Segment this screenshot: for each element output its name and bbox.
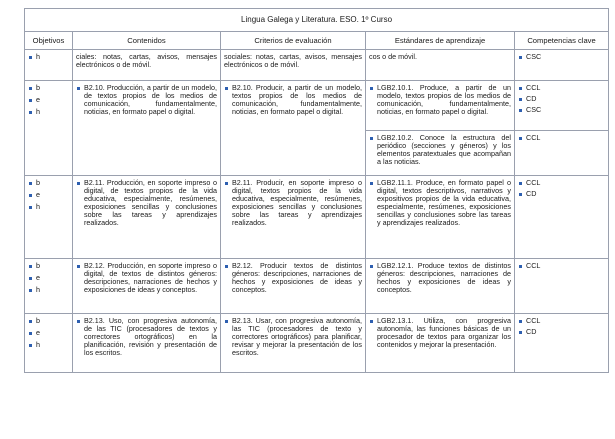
competencia-item: CSC xyxy=(526,105,542,114)
bullet-icon xyxy=(370,87,373,90)
contenido-text: B2.11. Producción, en soporte impreso o digital, de textos propios de la vida educativa, especialmente, resúmenes, exposiciones sencillas y conclusiones sobre las tareas y aprendizajes realizados. xyxy=(84,178,217,227)
criterios-cell xyxy=(221,81,366,176)
contenidos-cell xyxy=(73,176,221,259)
bullet-icon xyxy=(519,87,522,90)
competencia-item: CCL xyxy=(526,133,541,142)
bullet-icon xyxy=(519,137,522,140)
objetivo-item: h xyxy=(36,285,40,294)
bullet-icon xyxy=(29,289,32,292)
estandares-cell xyxy=(366,81,515,131)
contenido-text: B2.10. Producción, a partir de un modelo, de textos propios de los medios de comunicación, fundamentalmente, noticias, en formato papel o digital. xyxy=(84,83,217,116)
estandares-cell xyxy=(366,176,515,259)
bullet-icon xyxy=(225,320,228,323)
criterio-text: sociales: notas, cartas, avisos, mensajes electrónicos o de móvil. xyxy=(224,52,362,69)
objetivos-cell xyxy=(25,259,73,314)
objetivos-cell xyxy=(25,176,73,259)
bullet-icon xyxy=(29,206,32,209)
estandar-text: LGB2.12.1. Produce textos de distintos géneros: descripciones, narraciones de hechos y exposiciones de ideas y conceptos. xyxy=(377,261,511,294)
bullet-icon xyxy=(519,331,522,334)
bullet-icon xyxy=(29,344,32,347)
criterios-cell xyxy=(221,176,366,259)
objetivo-item: h xyxy=(36,107,40,116)
header-estandares: Estándares de aprendizaje xyxy=(366,32,515,50)
curriculum-table-container xyxy=(24,8,608,373)
bullet-icon xyxy=(77,320,80,323)
bullet-icon xyxy=(519,265,522,268)
estandares-cell xyxy=(366,259,515,314)
contenidos-cell xyxy=(73,50,221,81)
header-criterios: Criterios de evaluación xyxy=(221,32,366,50)
contenido-text: B2.13. Uso, con progresiva autonomía, de las TIC (procesadores de textos y correctores ortográficos) en la planificación, revisión y presentación de los escritos. xyxy=(84,316,217,357)
bullet-icon xyxy=(29,332,32,335)
criterio-text: B2.10. Producir, a partir de un modelo, textos propios de los medios de comunicación, fundamentalmente, noticias, en formato papel o digital. xyxy=(232,83,362,116)
objetivos-cell xyxy=(25,81,73,176)
table-row xyxy=(25,259,609,314)
criterios-cell xyxy=(221,314,366,373)
objetivo-item: b xyxy=(36,83,40,92)
criterio-text: B2.12. Producir textos de distintos géneros: descripciones, narraciones de hechos y exposiciones de ideas y conceptos. xyxy=(232,261,362,294)
bullet-icon xyxy=(29,182,32,185)
contenidos-cell xyxy=(73,81,221,176)
competencias-cell xyxy=(515,50,609,81)
estandar-text: LGB2.10.1. Produce, a partir de un modelo, textos propios de los medios de comunicación, fundamentalmente, noticias, en formato papel o digital. xyxy=(377,83,511,116)
bullet-icon xyxy=(29,320,32,323)
estandares-cell xyxy=(366,131,515,176)
table-title: Lingua Galega y Literatura. ESO. 1º Curso xyxy=(25,9,609,32)
objetivos-cell xyxy=(25,314,73,373)
bullet-icon xyxy=(225,265,228,268)
bullet-icon xyxy=(519,98,522,101)
objetivos-cell xyxy=(25,50,73,81)
estandar-text: LGB2.11.1. Produce, en formato papel o digital, textos descriptivos, narrativos y expositivos propios de la vida educativa, especialmente, resúmenes, exposiciones sencillas y conclusiones sobre las tareas y aprendizajes realizados. xyxy=(377,178,511,227)
competencia-item: CCL xyxy=(526,83,541,92)
objetivo-item: h xyxy=(36,340,40,349)
bullet-icon xyxy=(519,182,522,185)
objetivo-item: e xyxy=(36,273,40,282)
bullet-icon xyxy=(29,56,32,59)
bullet-icon xyxy=(370,137,373,140)
bullet-icon xyxy=(519,109,522,112)
contenidos-cell xyxy=(73,314,221,373)
objetivo-item: h xyxy=(36,52,40,61)
estandar-text: cos o de móvil. xyxy=(369,52,417,61)
table-row xyxy=(25,50,609,81)
objetivo-item: e xyxy=(36,328,40,337)
table-row xyxy=(25,81,609,131)
estandares-cell xyxy=(366,314,515,373)
competencia-item: CD xyxy=(526,94,537,103)
competencias-cell xyxy=(515,314,609,373)
contenido-text: ciales: notas, cartas, avisos, mensajes electrónicos o de móvil. xyxy=(76,52,217,69)
bullet-icon xyxy=(29,194,32,197)
bullet-icon xyxy=(519,56,522,59)
competencias-cell xyxy=(515,131,609,176)
table-row xyxy=(25,176,609,259)
bullet-icon xyxy=(29,265,32,268)
bullet-icon xyxy=(77,182,80,185)
criterio-text: B2.13. Usar, con progresiva autonomía, las TIC (procesadores de texto y correctores ortográficos) para planificar, revisar y mejorar la presentación de los escritos. xyxy=(232,316,362,357)
curriculum-table xyxy=(24,8,609,373)
objetivo-item: b xyxy=(36,316,40,325)
estandares-cell xyxy=(366,50,515,81)
bullet-icon xyxy=(370,265,373,268)
table-row xyxy=(25,314,609,373)
bullet-icon xyxy=(29,99,32,102)
bullet-icon xyxy=(519,193,522,196)
competencia-item: CCL xyxy=(526,178,541,187)
objetivo-item: b xyxy=(36,178,40,187)
competencias-cell xyxy=(515,176,609,259)
contenido-text: B2.12. Producción, en soporte impreso o digital, de textos de distintos géneros: descripciones, narraciones de hechos y exposiciones de ideas y conceptos. xyxy=(84,261,217,294)
competencia-item: CCL xyxy=(526,261,541,270)
header-objetivos: Objetivos xyxy=(25,32,73,50)
objetivo-item: e xyxy=(36,95,40,104)
bullet-icon xyxy=(77,265,80,268)
bullet-icon xyxy=(370,320,373,323)
bullet-icon xyxy=(225,182,228,185)
bullet-icon xyxy=(29,87,32,90)
competencia-item: CSC xyxy=(526,52,542,61)
competencia-item: CCL xyxy=(526,316,541,325)
bullet-icon xyxy=(225,87,228,90)
competencias-cell xyxy=(515,259,609,314)
contenidos-cell xyxy=(73,259,221,314)
competencias-cell xyxy=(515,81,609,131)
bullet-icon xyxy=(29,277,32,280)
objetivo-item: b xyxy=(36,261,40,270)
bullet-icon xyxy=(370,182,373,185)
header-contenidos: Contenidos xyxy=(73,32,221,50)
header-competencias: Competencias clave xyxy=(515,32,609,50)
competencia-item: CD xyxy=(526,327,537,336)
objetivo-item: e xyxy=(36,190,40,199)
estandar-text: LGB2.10.2. Conoce la estructura del periódico (secciones y géneros) y los elementos paratextuales que acompañan a las noticias. xyxy=(377,133,511,166)
competencia-item: CD xyxy=(526,189,537,198)
bullet-icon xyxy=(519,320,522,323)
bullet-icon xyxy=(29,111,32,114)
estandar-text: LGB2.13.1. Utiliza, con progresiva autonomía, las funciones básicas de un procesador de textos para organizar los contenidos y mejorar la presentación. xyxy=(377,316,511,349)
criterios-cell xyxy=(221,50,366,81)
criterios-cell xyxy=(221,259,366,314)
bullet-icon xyxy=(77,87,80,90)
criterio-text: B2.11. Producir, en soporte impreso o digital, textos propios de la vida educativa, especialmente, resúmenes, exposiciones sencillas y conclusiones sobre las tareas y aprendizajes realizados. xyxy=(232,178,362,227)
objetivo-item: h xyxy=(36,202,40,211)
